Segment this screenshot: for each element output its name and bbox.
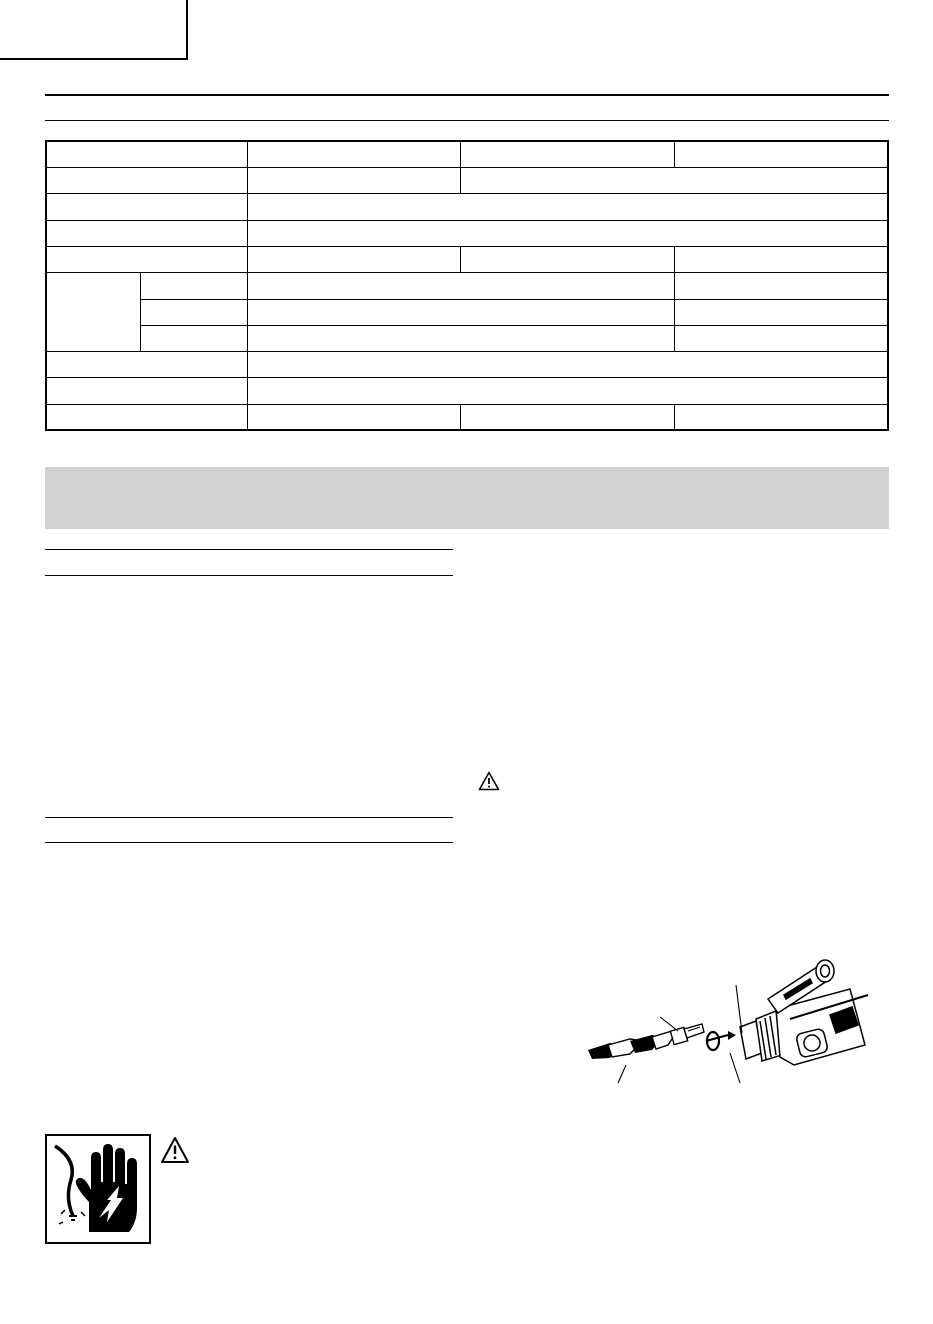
table-col-divider — [140, 272, 141, 351]
table-col-divider — [674, 404, 675, 429]
table-row-divider — [47, 220, 887, 221]
header-rule-top — [45, 94, 889, 96]
table-row-divider — [140, 325, 887, 326]
specifications-table — [45, 140, 889, 431]
table-row-divider — [47, 193, 887, 194]
rotary-hammer-bit-insertion-illustration — [580, 955, 870, 1100]
table-col-divider — [460, 404, 461, 429]
table-col-divider — [247, 142, 248, 429]
corner-tab — [0, 0, 188, 60]
table-row-divider — [47, 377, 887, 378]
table-row-divider — [47, 404, 887, 405]
section-banner — [45, 467, 889, 529]
left-subsection-rule — [45, 549, 453, 550]
electric-shock-hand-icon — [47, 1136, 149, 1242]
table-col-divider — [674, 142, 675, 167]
table-col-divider — [674, 246, 675, 351]
warning-triangle-icon — [160, 1136, 190, 1164]
table-row-divider — [47, 351, 887, 352]
header-rule-bottom — [45, 120, 889, 121]
left-subsection-rule — [45, 842, 453, 843]
table-row-divider — [47, 167, 887, 168]
drill-bit-drawing — [588, 1024, 704, 1059]
rotary-hammer-drawing — [740, 960, 868, 1065]
electric-shock-warning-box — [45, 1134, 151, 1244]
rotation-arrow — [706, 1031, 736, 1050]
table-col-divider — [460, 246, 461, 272]
table-row-divider — [47, 272, 887, 273]
left-subsection-rule — [45, 817, 453, 818]
table-row-divider — [47, 246, 887, 247]
warning-triangle-icon — [478, 771, 500, 791]
table-col-divider — [460, 142, 461, 193]
left-subsection-rule — [45, 575, 453, 576]
table-row-divider — [140, 299, 887, 300]
